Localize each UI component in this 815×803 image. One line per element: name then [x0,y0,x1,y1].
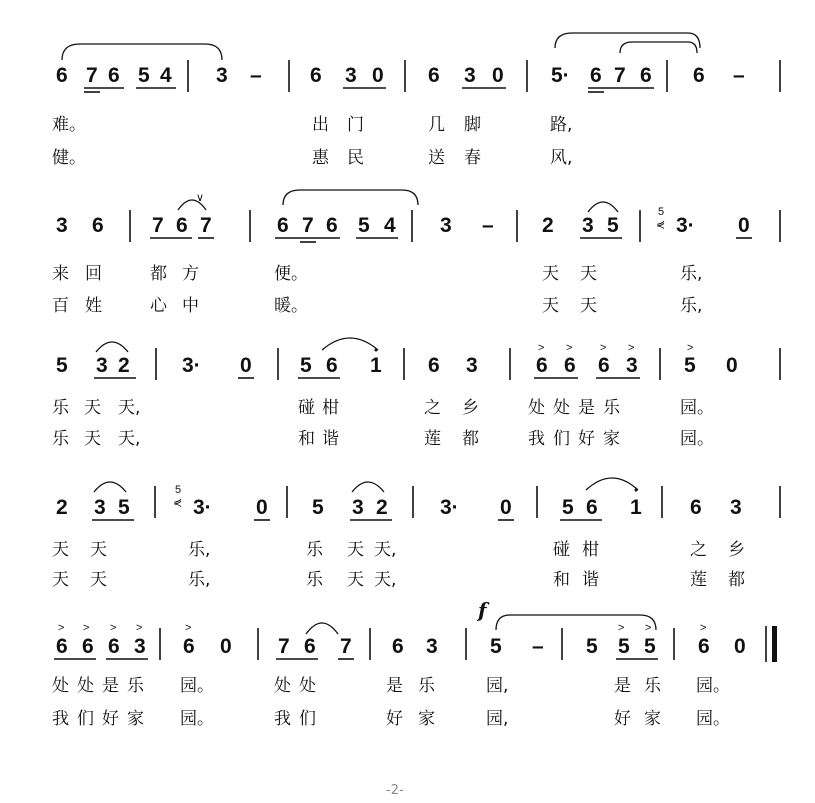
lyric: 我 [528,429,545,449]
note: 3· [193,496,212,519]
note: 3 [352,496,364,519]
score-row-5 [52,598,777,729]
svg-text:>: > [185,622,192,634]
lyric: 乐, [188,540,211,560]
lyric: 之 [690,540,707,560]
lyric: 柑 [582,540,599,560]
lyric: 好 [102,709,119,729]
lyric: 乐 [52,398,69,418]
svg-text:∨: ∨ [196,192,205,204]
lyric: 天, [374,540,397,560]
lyric: 送 [428,148,445,168]
lyric: 园。 [680,429,714,449]
lyric: 乐, [680,264,703,284]
svg-text:>: > [645,622,652,634]
svg-text:>: > [566,342,573,354]
lyric: 处 [553,398,570,418]
note: 5 [586,635,598,658]
lyric: 家 [644,709,661,729]
note: 6 [693,64,705,87]
note: 0 [500,496,512,519]
note: 5 [312,496,324,519]
note: 6 [392,635,404,658]
note: 6 [326,354,338,377]
lyric: 民 [347,148,364,168]
note: 2 [56,496,68,519]
lyric: 方 [182,264,199,284]
lyric: 乐 [418,676,435,696]
note: 3 [345,64,357,87]
score-row-4 [52,478,780,590]
lyric: 暖。 [274,296,308,316]
note: 5 [300,354,312,377]
grace-note: 5 [175,484,182,496]
note: 3 [216,64,228,87]
svg-text:>: > [618,622,625,634]
lyric: 园。 [680,398,714,418]
note: 0 [734,635,746,658]
lyric: 处 [274,676,291,696]
lyric: 天 [347,570,364,590]
svg-text:⋞: ⋞ [656,219,666,231]
lyric: 家 [418,709,435,729]
lyric: 天, [374,570,397,590]
lyric: 健。 [52,148,86,168]
note: 6 [108,635,120,658]
lyric: 处 [77,676,94,696]
note: 0 [256,496,268,519]
lyric: 门 [347,115,364,135]
lyric: 好 [578,429,595,449]
note: 6 [536,354,548,377]
note: 3 [440,214,452,237]
slur [555,33,700,48]
note: – [250,64,262,87]
svg-text:⋞: ⋞ [173,497,183,509]
lyric: 风, [550,148,573,168]
lyric: 家 [127,709,144,729]
note: 6 [698,635,710,658]
svg-text:>: > [628,342,635,354]
lyric: 乐 [603,398,620,418]
lyric: 们 [553,429,570,449]
lyric: 天, [118,398,141,418]
note: 6 [56,64,68,87]
lyric: 是 [614,676,631,696]
lyric: 天 [542,264,559,284]
note: 3 [94,496,106,519]
note: – [532,635,544,658]
note: 7 [86,64,98,87]
lyric: 天 [84,429,101,449]
svg-text:>: > [58,622,65,634]
lyric: 乐 [127,676,144,696]
note: 0 [738,214,750,237]
lyric: 乐, [680,296,703,316]
lyric: 难。 [52,115,86,135]
lyric: 乡 [462,398,479,418]
svg-text:>: > [600,342,607,354]
lyric: 几 [428,115,445,135]
note: 6 [428,64,440,87]
lyric: 是 [386,676,403,696]
lyric: 天 [52,540,69,560]
note: 3 [96,354,108,377]
lyric: 天 [90,570,107,590]
note: 5 [618,635,630,658]
note: 5 [56,354,68,377]
note: 6 [310,64,322,87]
note: 0 [240,354,252,377]
lyric: 柑 [322,398,339,418]
lyric: 家 [603,429,620,449]
lyric: 园, [486,676,509,696]
lyric: 谐 [322,429,339,449]
note: 4 [160,64,172,87]
note: 6 [92,214,104,237]
note: 7 [614,64,626,87]
svg-text:>: > [136,622,143,634]
note: – [733,64,745,87]
score-row-2 [52,190,780,316]
lyric: 路, [550,115,573,135]
note: 6 [586,496,598,519]
lyric: 之 [424,398,441,418]
lyric: 们 [299,709,316,729]
note: 2 [376,496,388,519]
lyric: 和 [553,570,570,590]
note: 1 [630,496,642,519]
lyric: 碰 [553,540,570,560]
note: 3 [56,214,68,237]
note: 5 [607,214,619,237]
note: 7 [278,635,290,658]
note: 6 [82,635,94,658]
lyric: 好 [386,709,403,729]
lyric: 脚 [464,115,481,135]
lyric: 中 [182,296,199,316]
lyric: 园。 [696,676,730,696]
lyric: 是 [102,676,119,696]
lyric: 百 [52,296,69,316]
note: 6 [277,214,289,237]
lyric: 乐 [306,540,323,560]
slur [620,42,697,53]
lyric: 春 [464,148,481,168]
note: 5· [551,64,570,87]
lyric: 心 [150,296,167,316]
note: 6 [590,64,602,87]
lyric: 天 [84,398,101,418]
note: 6 [564,354,576,377]
dynamic-marking: f [478,598,487,622]
note: 6 [56,635,68,658]
svg-text:>: > [687,342,694,354]
note: 7 [302,214,314,237]
svg-text:>: > [538,342,545,354]
lyric: 姓 [85,296,102,316]
note: 6 [690,496,702,519]
note: 7 [152,214,164,237]
note: 5 [358,214,370,237]
lyric: 是 [578,398,595,418]
lyric: 天 [580,264,597,284]
note: 6 [304,635,316,658]
svg-text:>: > [83,622,90,634]
note: 3 [730,496,742,519]
score-row-1 [52,33,780,168]
lyric: 好 [614,709,631,729]
lyric: 都 [150,264,167,284]
note: 2 [542,214,554,237]
lyric: 处 [299,676,316,696]
svg-text:>: > [700,622,707,634]
lyric: 天 [347,540,364,560]
lyric: 处 [52,676,69,696]
note: 6 [176,214,188,237]
note: 3· [676,214,695,237]
grace-note: 5 [658,206,665,218]
note: 0 [372,64,384,87]
lyric: 惠 [312,148,329,168]
note: 4 [384,214,396,237]
lyric: 莲 [424,429,441,449]
note: 5 [562,496,574,519]
note: 7 [200,214,212,237]
note: 5 [138,64,150,87]
score-row-3 [52,338,780,449]
note: 1 [370,354,382,377]
lyric: 天 [90,540,107,560]
note: 5 [644,635,656,658]
lyric: 乐 [306,570,323,590]
lyric: 园, [486,709,509,729]
note: 3 [466,354,478,377]
lyric: 天 [580,296,597,316]
note: – [482,214,494,237]
lyric: 乐 [52,429,69,449]
note: 2 [118,354,130,377]
note: 5 [490,635,502,658]
lyric: 天, [118,429,141,449]
lyric: 乐 [644,676,661,696]
lyric: 出 [312,115,329,135]
note: 5 [118,496,130,519]
lyric: 回 [85,264,102,284]
note: 3 [626,354,638,377]
lyric: 园。 [180,676,214,696]
note: 5 [684,354,696,377]
note: 6 [428,354,440,377]
lyric: 乡 [728,540,745,560]
lyric: 园。 [180,709,214,729]
lyric: 便。 [274,264,308,284]
lyric: 莲 [690,570,707,590]
note: 3 [134,635,146,658]
lyric: 来 [52,264,69,284]
slur [62,44,222,60]
note: 6 [598,354,610,377]
note: 3· [182,354,201,377]
svg-text:>: > [110,622,117,634]
final-barline-thick [772,626,777,662]
note: 7 [340,635,352,658]
note: 6 [183,635,195,658]
note: 6 [108,64,120,87]
lyric: 天 [52,570,69,590]
lyric: 乐, [188,570,211,590]
lyric: 和 [298,429,315,449]
note: 0 [726,354,738,377]
lyric: 天 [542,296,559,316]
lyric: 园。 [696,709,730,729]
lyric: 都 [462,429,479,449]
note: 0 [492,64,504,87]
note: 3· [440,496,459,519]
lyric: 都 [728,570,745,590]
note: 6 [640,64,652,87]
lyric: 处 [528,398,545,418]
lyric: 谐 [582,570,599,590]
note: 0 [220,635,232,658]
page-number: -2- [386,783,404,798]
lyric: 我 [52,709,69,729]
note: 3 [582,214,594,237]
lyric: 碰 [298,398,315,418]
note: 6 [326,214,338,237]
lyric: 们 [77,709,94,729]
note: 3 [426,635,438,658]
lyric: 我 [274,709,291,729]
note: 3 [464,64,476,87]
